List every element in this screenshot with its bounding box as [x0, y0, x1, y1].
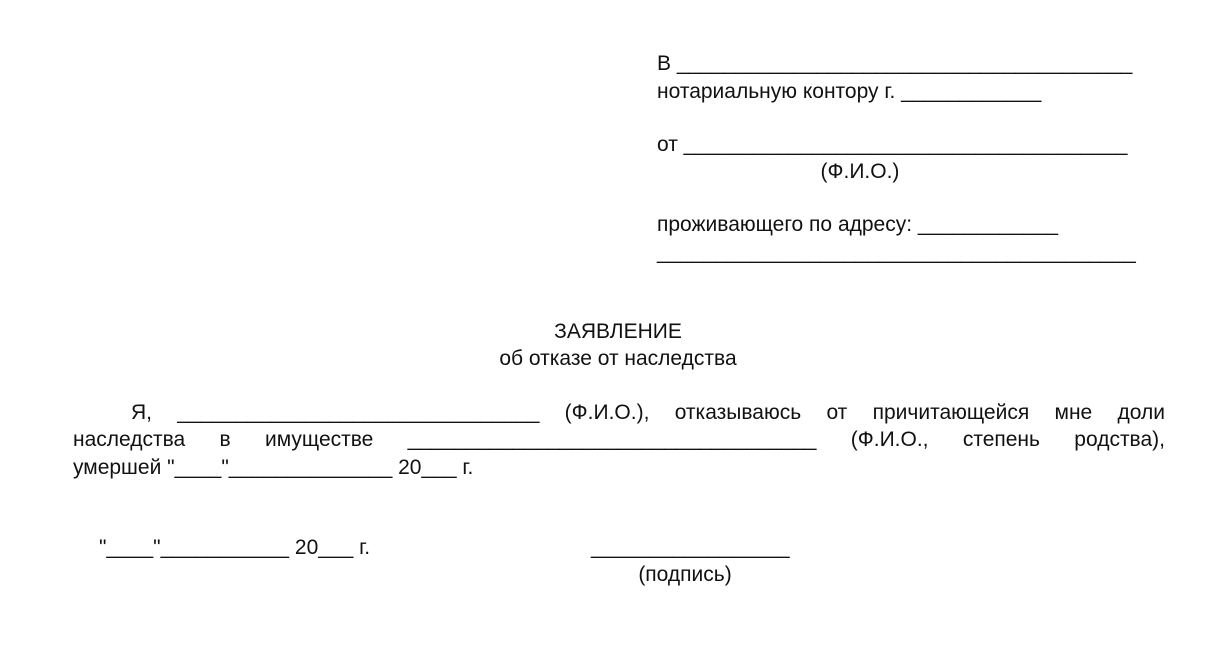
recipient-line: В _______________________________________ — [657, 52, 1133, 75]
signature-blank: _________________ — [591, 536, 790, 559]
document-title: ЗАЯВЛЕНИЕ — [554, 320, 682, 343]
statement-line-3: умершей "____"______________ 20___ г. — [73, 456, 474, 479]
applicant-line: от ______________________________________ — [657, 133, 1128, 156]
fio-caption: (Ф.И.О.) — [820, 160, 900, 183]
address-line: проживающего по адресу: ____________ — [657, 213, 1059, 236]
statement-line-2: наследства в имуществе ___________________________________ (Ф.И.О., степень родства), — [73, 428, 1165, 451]
statement-line-1: Я, _______________________________ (Ф.И.О.), отказываюсь от причитающейся мне доли — [131, 401, 1165, 424]
document-subtitle: об отказе от наследства — [499, 347, 737, 370]
signature-caption: (подпись) — [638, 563, 732, 586]
address-blank-line: _________________________________________ — [657, 241, 1136, 264]
notary-office-line: нотариальную контору г. ____________ — [657, 80, 1042, 103]
date-line: "____"___________ 20___ г. — [99, 536, 371, 559]
